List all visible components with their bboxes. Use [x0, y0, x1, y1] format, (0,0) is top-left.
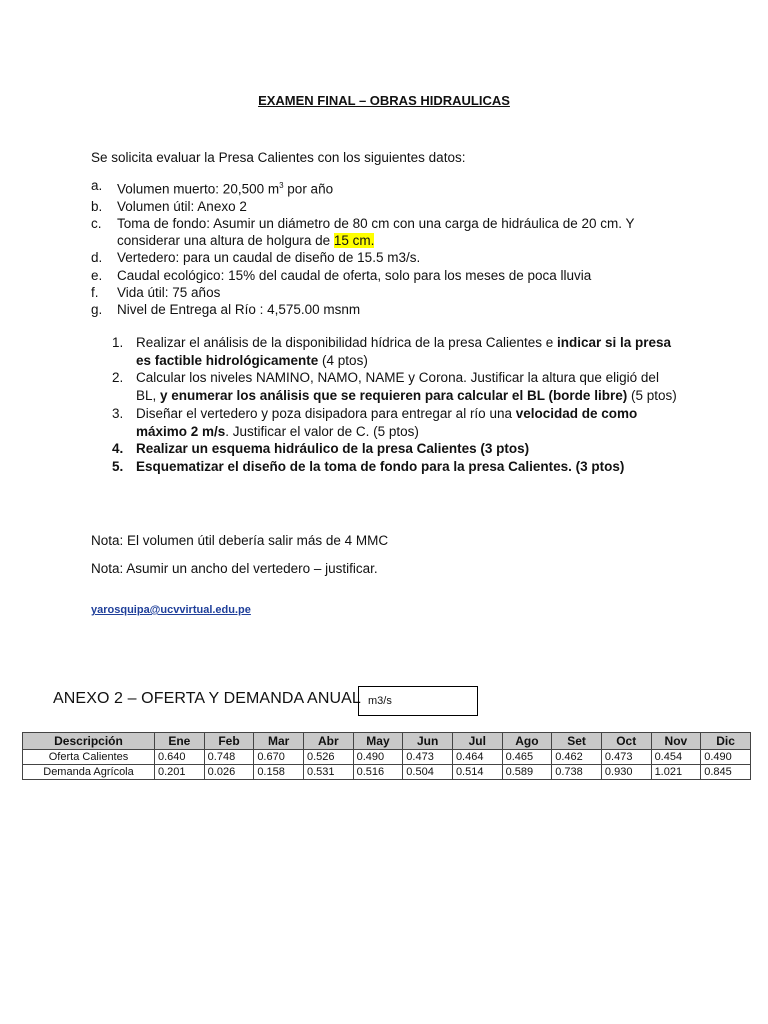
- table-cell: 0.640: [155, 750, 205, 765]
- annex-title: ANEXO 2 – OFERTA Y DEMANDA ANUAL: [53, 690, 361, 707]
- question-item: [112, 458, 682, 476]
- list-marker: d.: [91, 250, 103, 266]
- column-header: Feb: [204, 733, 254, 750]
- column-header: Jul: [452, 733, 502, 750]
- question-text: . Justificar el valor de C. (5 ptos): [225, 423, 419, 439]
- column-header: Abr: [303, 733, 353, 750]
- table-cell: 0.748: [204, 750, 254, 765]
- question-bold-text: Esquematizar el diseño de la toma de fondo para la presa Calientes. (3 ptos): [136, 458, 625, 474]
- table-cell: 0.201: [155, 765, 205, 780]
- table-cell: 0.158: [254, 765, 304, 780]
- list-item-text: Volumen muerto: 20,500 m: [117, 181, 280, 197]
- list-marker: f.: [91, 284, 99, 300]
- table-header-row: [23, 733, 751, 750]
- list-item-text: Toma de fondo: Asumir un diámetro de 80 cm con una carga de hidráulica de 20 cm. Y considerar una altura de holgura de: [117, 215, 635, 249]
- unit-box: m3/s: [358, 686, 478, 716]
- list-marker: 2.: [112, 370, 124, 386]
- table-cell: 1.021: [651, 765, 701, 780]
- list-marker: 5.: [112, 458, 124, 474]
- list-item: [91, 198, 691, 215]
- table-cell: 0.531: [303, 765, 353, 780]
- column-header: Mar: [254, 733, 304, 750]
- intro-text: Se solicita evaluar la Presa Calientes con los siguientes datos:: [91, 150, 466, 165]
- column-header: Set: [552, 733, 602, 750]
- question-item: [112, 405, 682, 440]
- question-text: Realizar el análisis de la disponibilidad hídrica de la presa Calientes e: [136, 335, 557, 350]
- column-header: Jun: [403, 733, 453, 750]
- list-marker: b.: [91, 198, 103, 214]
- list-item: [91, 177, 691, 198]
- list-marker: e.: [91, 267, 103, 283]
- email-link[interactable]: yarosquipa@ucvvirtual.edu.pe: [91, 604, 251, 616]
- table-cell: 0.473: [601, 750, 651, 765]
- list-item-text: Nivel de Entrega al Río : 4,575.00 msnm: [117, 301, 361, 317]
- table-cell: 0.464: [452, 750, 502, 765]
- table-cell: 0.514: [452, 765, 502, 780]
- list-marker: 3.: [112, 405, 124, 421]
- column-header: May: [353, 733, 403, 750]
- superscript: 3: [279, 181, 284, 190]
- table-row: [23, 765, 751, 780]
- list-marker: g.: [91, 301, 103, 317]
- note-text: Nota: Asumir un ancho del vertedero – justificar.: [91, 561, 378, 576]
- column-header: Oct: [601, 733, 651, 750]
- table-cell: 0.473: [403, 750, 453, 765]
- table-cell: 0.670: [254, 750, 304, 765]
- page-title: EXAMEN FINAL – OBRAS HIDRAULICAS: [258, 93, 510, 108]
- question-item: [112, 334, 682, 369]
- table-cell: 0.026: [204, 765, 254, 780]
- question-text: Calcular los niveles NAMINO, NAMO, NAME y Corona. Justificar la altura que eligió del BL,: [136, 370, 659, 404]
- column-header: Descripción: [23, 733, 155, 750]
- column-header: Dic: [701, 733, 751, 750]
- list-marker: a.: [91, 178, 103, 193]
- list-marker: 4.: [112, 441, 124, 457]
- list-item: [91, 249, 691, 266]
- list-item: [91, 267, 691, 284]
- question-bold-text: indicar si la presa es factible hidrológicamente: [136, 335, 672, 368]
- table-cell: 0.845: [701, 765, 751, 780]
- table-cell: 0.930: [601, 765, 651, 780]
- question-bold-text: y enumerar los análisis que se requieren para calcular el BL (borde libre): [160, 388, 628, 404]
- list-item-text: Vida útil: 75 años: [117, 284, 221, 300]
- table-cell: 0.465: [502, 750, 552, 765]
- table-cell: 0.504: [403, 765, 453, 780]
- table-cell: 0.490: [353, 750, 403, 765]
- table-cell: 0.738: [552, 765, 602, 780]
- table-cell-description: Demanda Agrícola: [23, 765, 155, 780]
- list-item: [91, 301, 691, 318]
- column-header: Ene: [155, 733, 205, 750]
- list-item-text: por año: [283, 181, 334, 197]
- question-item: [112, 440, 682, 458]
- question-text: Diseñar el vertedero y poza disipadora para entregar al río una: [136, 405, 516, 421]
- list-item: [91, 284, 691, 301]
- data-list: [91, 177, 691, 318]
- list-item-text: Vertedero: para un caudal de diseño de 15.5 m3/s.: [117, 250, 421, 266]
- list-marker: c.: [91, 215, 102, 231]
- supply-demand-table: [22, 732, 751, 780]
- note-text: Nota: El volumen útil debería salir más de 4 MMC: [91, 533, 389, 548]
- question-text: (4 ptos): [318, 352, 368, 368]
- table-cell: 0.490: [701, 750, 751, 765]
- column-header: Nov: [651, 733, 701, 750]
- column-header: Ago: [502, 733, 552, 750]
- question-bold-text: Realizar un esquema hidráulico de la presa Calientes (3 ptos): [136, 441, 530, 457]
- table-cell: 0.454: [651, 750, 701, 765]
- list-item: [91, 215, 691, 249]
- table-cell: 0.516: [353, 765, 403, 780]
- question-item: [112, 369, 682, 404]
- list-item-text: Caudal ecológico: 15% del caudal de oferta, solo para los meses de poca lluvia: [117, 267, 592, 283]
- list-item-text: Volumen útil: Anexo 2: [117, 198, 247, 214]
- table-cell-description: Oferta Calientes: [23, 750, 155, 765]
- question-text: (5 ptos): [627, 388, 677, 404]
- table-cell: 0.589: [502, 765, 552, 780]
- question-bold-text: velocidad de como máximo 2 m/s: [136, 405, 638, 439]
- table-cell: 0.526: [303, 750, 353, 765]
- table-row: [23, 750, 751, 765]
- table-cell: 0.462: [552, 750, 602, 765]
- highlighted-text: 15 cm.: [333, 233, 375, 249]
- list-marker: 1.: [112, 335, 124, 350]
- questions-list: [112, 334, 682, 476]
